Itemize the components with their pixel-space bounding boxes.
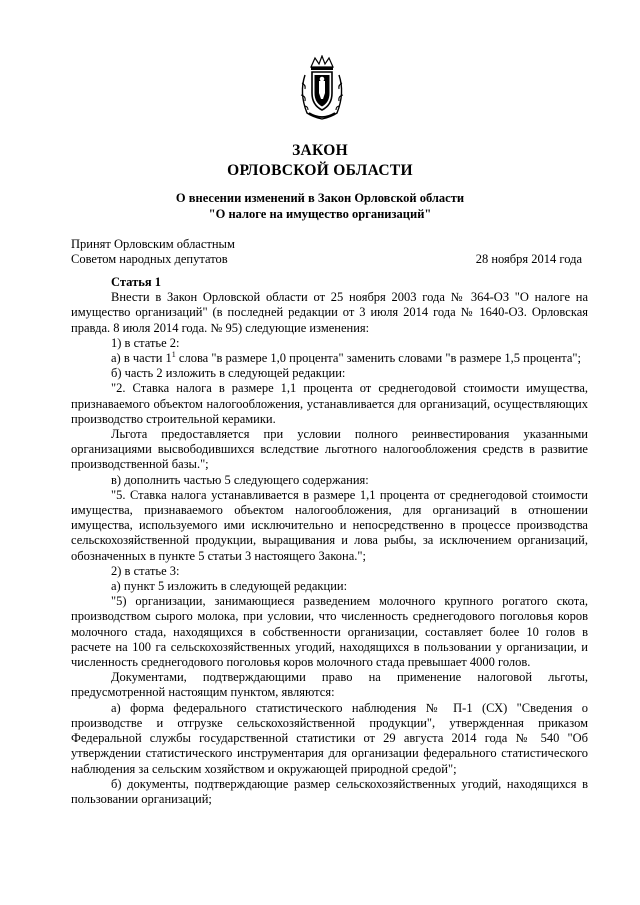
paragraph: а) пункт 5 изложить в следующей редакции: xyxy=(111,579,348,594)
paragraph: 1) в статье 2: xyxy=(111,335,180,350)
paragraph-part: а) в части 1 xyxy=(111,351,172,366)
superscript: 1 xyxy=(171,350,176,360)
law-subject-line-1: О внесении изменений в Закон Орловской области xyxy=(175,191,465,205)
adoption-line-2: Советом народных депутатов xyxy=(71,252,228,266)
region-title: ОРЛОВСКОЙ ОБЛАСТИ xyxy=(227,162,413,179)
adoption-line-1: Принят Орловским областным xyxy=(71,237,235,251)
paragraph xyxy=(71,351,588,366)
paragraph: "5. Ставка налога устанавливается в размере 1,1 процента от среднегодовой стоимости имущества, признаваемого объектом налогообложения, для организаций в отношении имущества, используемого ими исключительно и непосредственно в процессе производства сельскохозяйственной продукции, выращивания и лова рыбы, за исключением организаций, обозначенных в пункте 5 статьи 3 настоящего Закона."; xyxy=(71,487,588,563)
law-body xyxy=(71,275,588,807)
paragraph: 2) в статье 3: xyxy=(111,563,180,578)
paragraph: Внести в Закон Орловской области от 25 ноября 2003 года № 364-ОЗ "О налоге на имущество организаций" (в последней редакции от 3 июля 2014 года № 1640-ОЗ. Орловская правда. 8 июля 2014 года. № 95) следующие изменения: xyxy=(71,290,588,335)
paragraph: Документами, подтверждающими право на применение налоговой льготы, предусмотренной настоящим пунктом, являются: xyxy=(71,670,588,700)
paragraph: "2. Ставка налога в размере 1,1 процента от среднегодовой стоимости имущества, признаваемого объектом налогообложения, устанавливается для организаций, осуществляющих производство строительной керамики. xyxy=(71,381,588,426)
article-heading: Статья 1 xyxy=(111,275,161,289)
law-subject-line-2: "О налоге на имущество организаций" xyxy=(208,207,432,221)
paragraph: Льгота предоставляется при условии полного реинвестирования указанными организациями высвободившихся вследствие льготного налогообложения средств в развитие производственной базы."; xyxy=(71,427,588,472)
paragraph: б) документы, подтверждающие размер сельскохозяйственных угодий, находящихся в пользовании организаций; xyxy=(71,776,588,806)
adoption-authority xyxy=(71,237,235,267)
adoption-date: 28 ноября 2014 года xyxy=(475,252,582,266)
law-title: ЗАКОН xyxy=(292,142,348,159)
paragraph: в) дополнить частью 5 следующего содержания: xyxy=(111,472,369,487)
paragraph: б) часть 2 изложить в следующей редакции: xyxy=(111,366,346,381)
coat-of-arms-emblem xyxy=(297,55,347,121)
paragraph-part: слова "в размере 1,0 процента" заменить словами "в размере 1,5 процента"; xyxy=(178,351,582,366)
paragraph: "5) организации, занимающиеся разведением молочного крупного рогатого скота, производством сырого молока, при условии, что численность среднегодового поголовья коров молочного стада, находящихся в собственности организации, составляет более 10 голов в расчете на 100 га сельскохозяйственных угодий, находящихся в пользовании у организации, и численность среднегодового поголовья коров молочного стада превышает 4000 голов. xyxy=(71,594,588,670)
paragraph: а) форма федерального статистического наблюдения № П-1 (СХ) "Сведения о производстве и отгрузке сельскохозяйственной продукции", утвержденная приказом Федеральной службы государственной статистики от 29 августа 2014 года № 540 "Об утверждении статистического инструментария для организации федерального статистического наблюдения за сельским хозяйством и окружающей природной средой"; xyxy=(71,700,588,776)
